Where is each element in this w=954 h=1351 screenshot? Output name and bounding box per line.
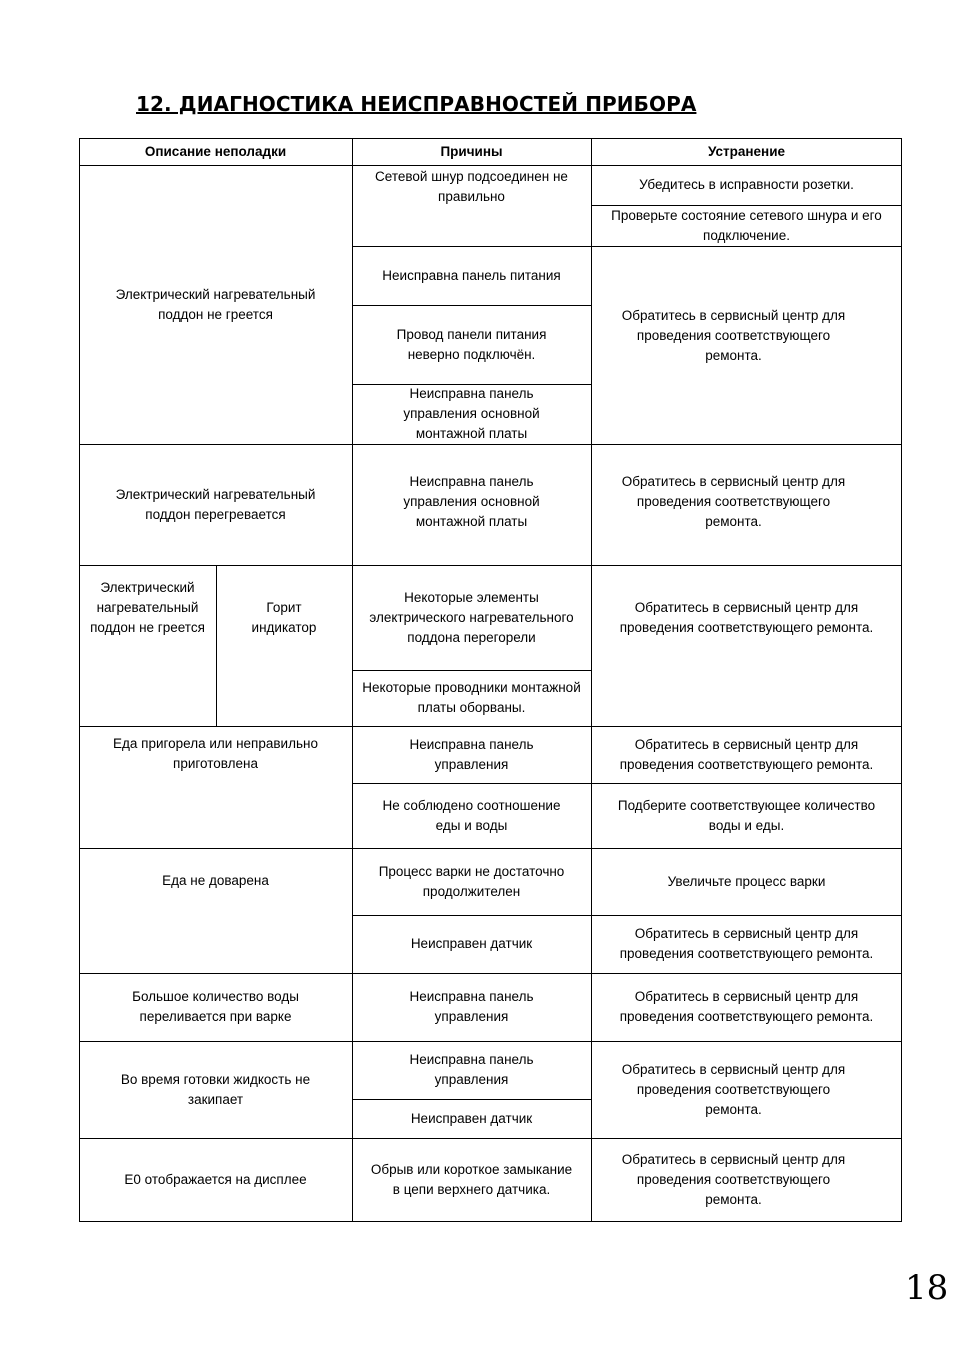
solution-cell: Подберите соответствующее количество воды и еды. [617, 797, 876, 833]
cause-cell: Провод панели питания неверно подключён. [396, 326, 547, 362]
cause-cell: Обрыв или короткое замыкание в цепи верхнего датчика. [370, 1161, 573, 1197]
cause-cell: Неисправна панель управления [409, 989, 534, 1024]
header-solution: Устранение [707, 143, 786, 159]
solution-cell: Обратитесь в сервисный центр для проведения соответствующего ремонта. [619, 926, 874, 961]
cause-cell: Неисправен датчик [410, 936, 533, 951]
solution-cell: Обратитесь в сервисный центр для проведения соответствующего ремонта. [621, 308, 846, 363]
problem-cell: Электрический нагревательный поддон не греется [115, 286, 316, 322]
problem-cell: Е0 отображается на дисплее [124, 1171, 307, 1187]
solution-cell: Обратитесь в сервисный центр для проведения соответствующего ремонта. [619, 989, 874, 1024]
page-title: 12. ДИАГНОСТИКА НЕИСПРАВНОСТЕЙ ПРИБОРА [136, 92, 697, 116]
problem-cell: Электрический нагревательный поддон не греется [90, 580, 205, 635]
cause-cell: Некоторые элементы электрического нагревательного поддона перегорели [369, 590, 574, 645]
page-number: 18 [905, 1268, 949, 1308]
cause-cell: Некоторые проводники монтажной платы оборваны. [362, 680, 581, 715]
solution-cell: Обратитесь в сервисный центр для проведения соответствующего ремонта. [621, 473, 846, 529]
solution-cell: Обратитесь в сервисный центр для проведения соответствующего ремонта. [621, 1151, 846, 1207]
cause-cell: Неисправна панель управления основной монтажной платы [403, 386, 540, 441]
header-cause: Причины [440, 143, 503, 159]
cause-cell: Неисправна панель питания [382, 267, 561, 283]
cause-cell: Сетевой шнур подсоединен не правильно [375, 169, 568, 204]
problem-cell: Еда не доварена [162, 873, 269, 888]
solution-cell: Обратитесь в сервисный центр для проведения соответствующего ремонта. [619, 736, 874, 772]
problem-cell: Еда пригорела или неправильно приготовлена [113, 736, 318, 771]
solution-cell: Обратитесь в сервисный центр для проведения соответствующего ремонта. [619, 600, 874, 635]
header-problem: Описание неполадки [144, 143, 287, 159]
table-border-bottom [79, 1221, 902, 1222]
cause-cell: Неисправна панель управления [409, 736, 534, 772]
problem-cell: Электрический нагревательный поддон перегревается [115, 486, 316, 522]
problem-cell: Во время готовки жидкость не закипает [120, 1071, 311, 1107]
cause-cell: Неисправна панель управления [409, 1052, 534, 1087]
solution-cell: Увеличьте процесс варки [667, 873, 826, 889]
indicator-cell: Горит индикатор [251, 600, 317, 635]
solution-cell: Проверьте состояние сетевого шнура и его подключение. [611, 207, 882, 243]
problem-cell: Большое количество воды переливается при варке [132, 989, 299, 1024]
solution-cell: Убедитесь в исправности розетки. [639, 177, 854, 192]
cause-cell: Неисправна панель управления основной монтажной платы [403, 473, 540, 529]
cause-cell: Процесс варки не достаточно продолжителен [378, 863, 565, 899]
cause-cell: Неисправен датчик [410, 1110, 533, 1126]
solution-cell: Обратитесь в сервисный центр для проведения соответствующего ремонта. [621, 1061, 846, 1117]
cause-cell: Не соблюдено соотношение еды и воды [382, 797, 561, 833]
